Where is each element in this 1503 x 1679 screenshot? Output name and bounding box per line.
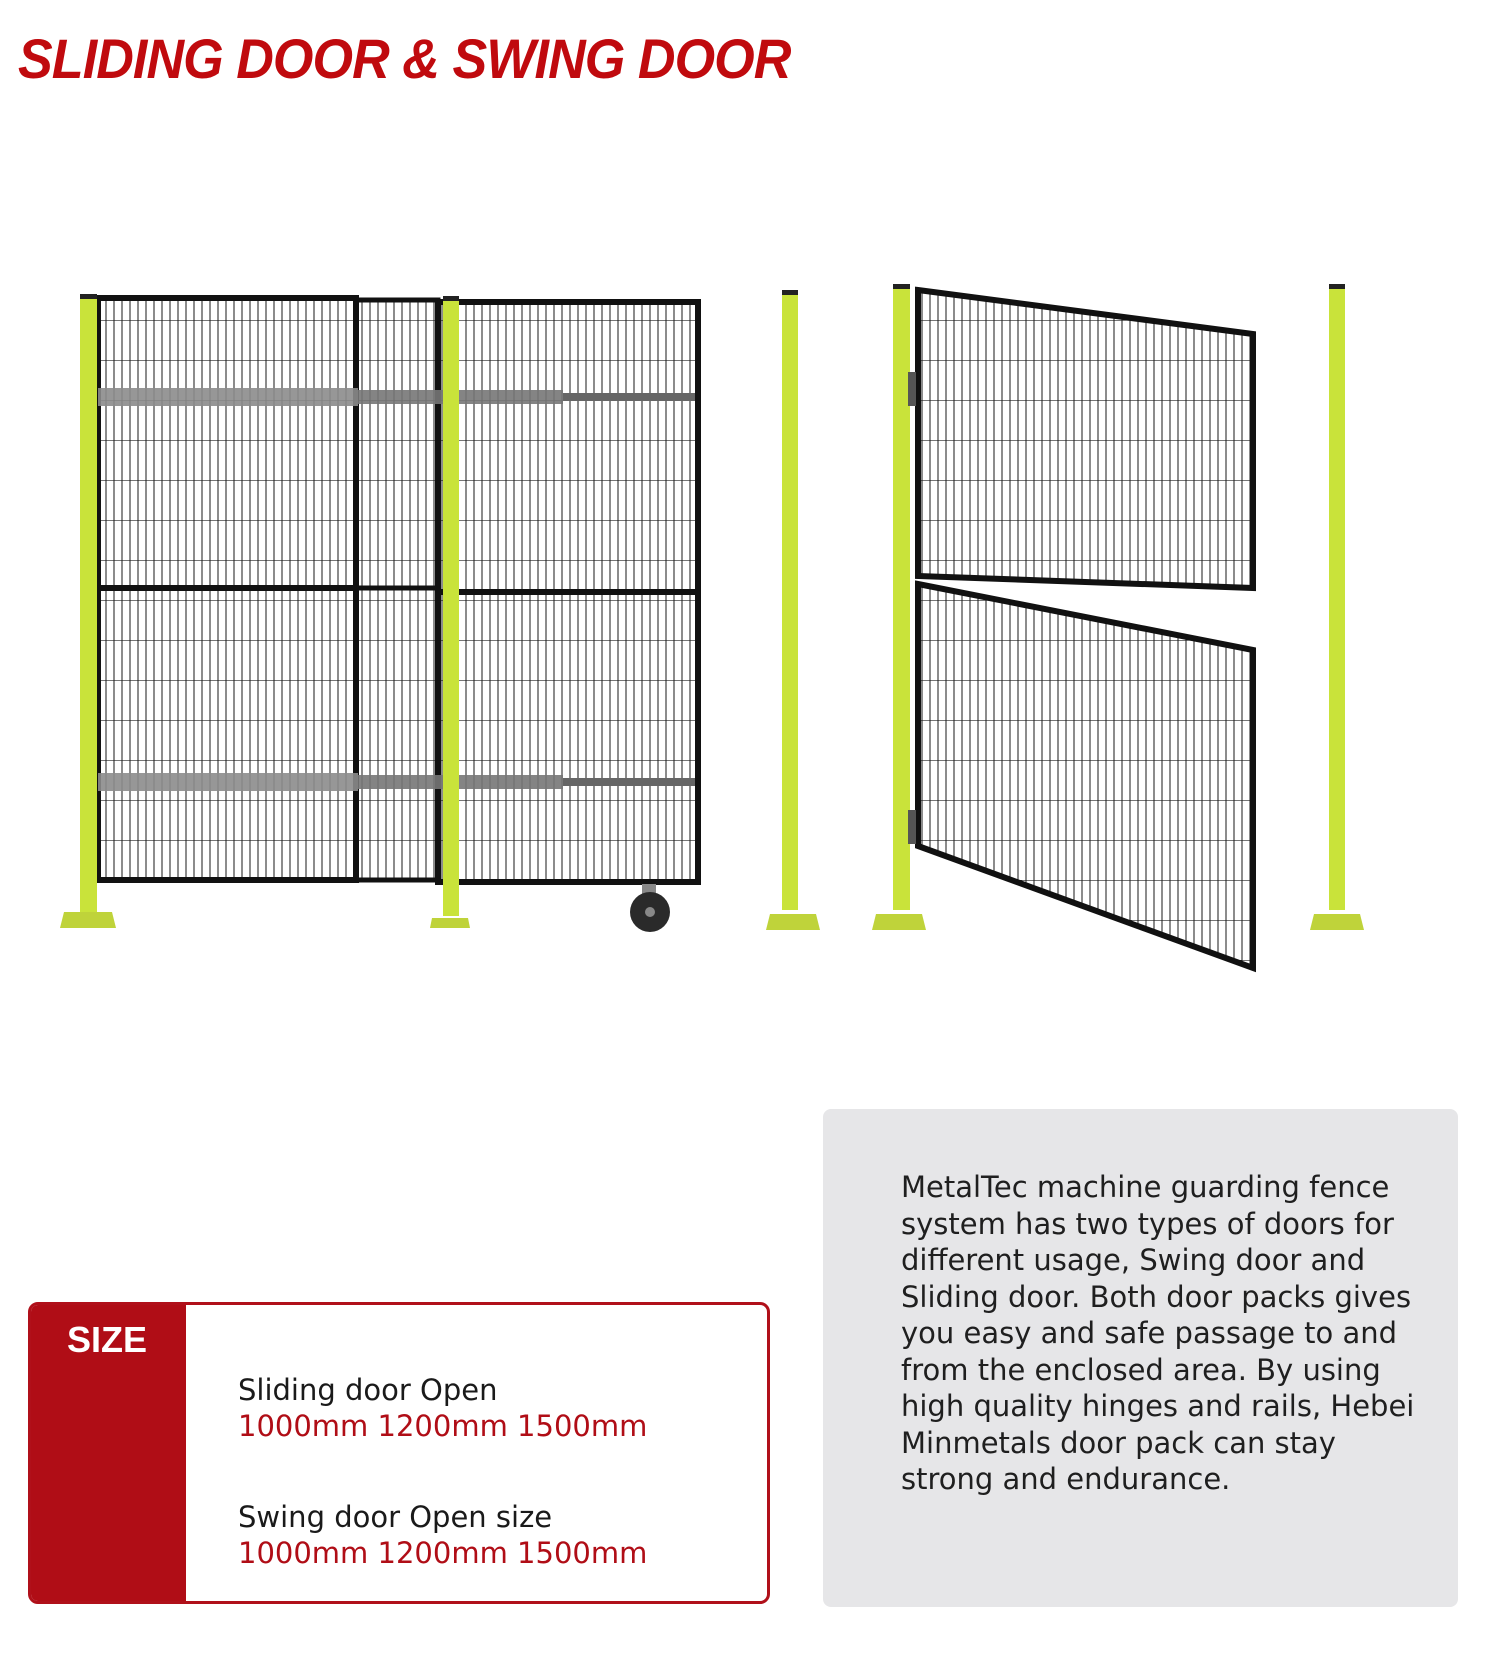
description-text: MetalTec machine guarding fence system has two types of doors for different usage, Swing door and Sliding door. Both door packs gives you easy and safe passage to and from the enclosed area. By using high quality hinges and rails, Hebei Minmetals door pack can stay strong and endurance. bbox=[901, 1170, 1415, 1496]
size-tab bbox=[31, 1305, 186, 1601]
size-entry-sliding bbox=[238, 1372, 647, 1444]
size-entry-values: 1000mm 1200mm 1500mm bbox=[238, 1409, 648, 1443]
sliding-door-illustration bbox=[60, 294, 698, 932]
door-illustrations bbox=[0, 260, 1503, 980]
size-label: SIZE bbox=[67, 1319, 148, 1360]
size-entry-name: Swing door Open size bbox=[238, 1500, 553, 1534]
swing-door-illustration bbox=[766, 284, 1364, 968]
page-title: SLIDING DOOR & SWING DOOR bbox=[18, 27, 791, 90]
size-entry-swing bbox=[238, 1499, 647, 1571]
size-entry-values: 1000mm 1200mm 1500mm bbox=[238, 1536, 648, 1570]
size-entry-name: Sliding door Open bbox=[238, 1373, 498, 1407]
description-box bbox=[823, 1109, 1458, 1607]
size-box bbox=[28, 1302, 770, 1604]
